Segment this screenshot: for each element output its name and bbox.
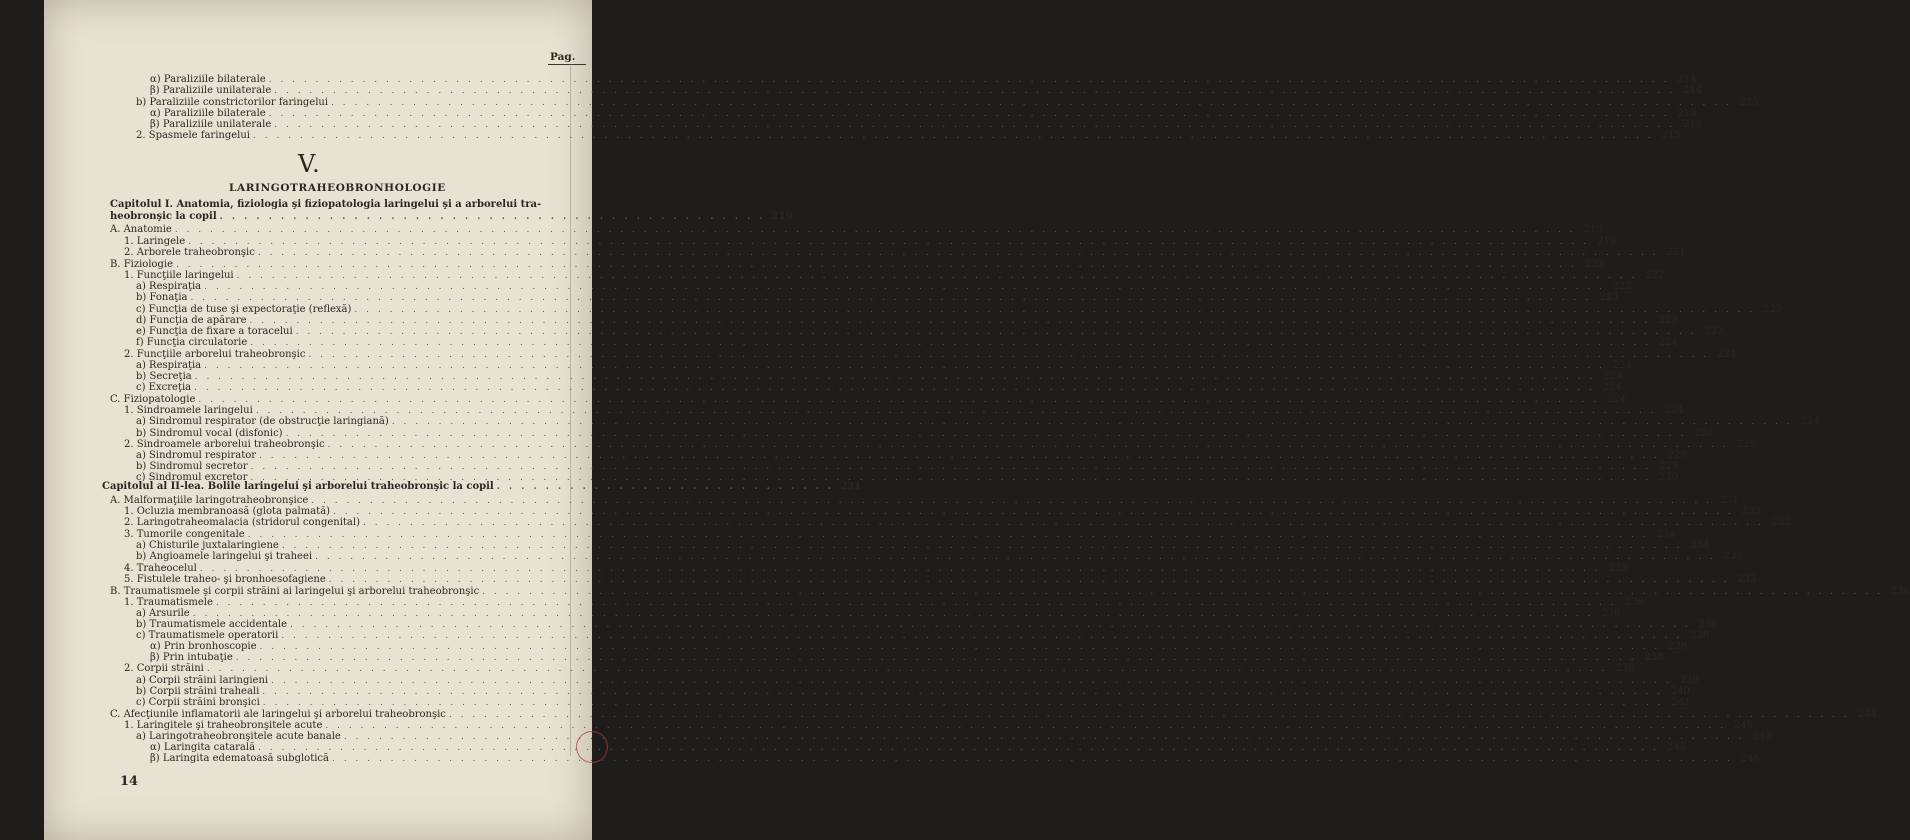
toc-entry-title: 1. Ocluzia membranoasă (glota palmată) xyxy=(124,506,331,517)
toc-entry-title: c) Funcţia de tuse şi expectoraţie (reflexă) xyxy=(136,304,352,315)
toc-entry-page: 223 xyxy=(1704,326,1724,337)
toc-entry-page: 222 xyxy=(1612,281,1632,292)
leader-dots: . . . . . . . . . . . . . . . . . . . . . . . . . . . . . . . . . . . . . . . . . . . . . . . . . . . . . . . . . . . . . . . . . . . . . . . . . . . . . . . . . . . . . . . . . . . . . . . . . . . . . . . . . . . . . . . . . . . . . . . . xyxy=(255,406,1657,416)
toc-entry-page: 238 xyxy=(1615,663,1635,674)
chapter-1-title-line2 xyxy=(110,211,793,222)
toc-entry-page: 228 xyxy=(1694,428,1714,439)
toc-entry-page: 221 xyxy=(1666,247,1686,258)
toc-entry xyxy=(150,641,1688,652)
toc-entry xyxy=(124,529,1676,540)
leader-dots: . . . . . . . . . . . . . . . . . . . . . . . . . . . . . . . . . . . . . . . . . . . . . . . . . . . . . . . . . . . . . . . . . . . . . . . . . . . . . . . . . . . . . . . . . . . . . . . . . . . . . . . . . . . . . . . . . . . . . . . . xyxy=(363,518,1764,528)
toc-entry-title: 2. Laringotraheomalacia (stridorul congenital) xyxy=(124,517,360,528)
chapter-1-title-text: heobronşic la copil xyxy=(110,211,217,222)
toc-entry-title: α) Paraliziile bilaterale xyxy=(150,74,266,85)
toc-entry xyxy=(136,315,1678,326)
chapter-2-page: 231 xyxy=(840,481,862,492)
toc-entry-page: 224 xyxy=(1602,382,1622,393)
toc-entry-page: 238 xyxy=(1668,641,1688,652)
leader-dots: . . . . . . . . . . . . . . . . . . . . . . . . . . . . . . . . . . . . . . . . . . . . . . . . . . . . . . . . . . . . . . . . . . . . . . . . . . . . . . . . . . . . . . . . . . . . . . . . . . . . . . . . . . . . . . . . . . . . . . . . xyxy=(174,225,1576,235)
leader-dots: . . . . . . . . . . . . . . . . . . . . . . . . . . . . . . . . . . . . . . . . . . . . . . . . . . . . . . . . . . . . . . . . . . . . . . . . . . . . . . . . . . . . . . . . . . . . . . . . . . . . . . . . . . . . . . . . . . . . . . . . xyxy=(247,530,1649,540)
toc-entry-title: B. Fiziologie xyxy=(110,259,174,270)
toc-entry xyxy=(124,517,1791,528)
toc-entry-title: 1. Laringitele şi traheobronşitele acute xyxy=(124,720,323,731)
leader-dots: . . . . . . . . . . . . . . . . . . . . . . . . . . . . . . . . . . . . . . . . . . . . . . . . . . . . . . . . . . . . . . . . . . . . . . . . . . . . . . . . . . . . . . . . . . . . . . . . . . . . . . . . . . . . . . . . . . . . . . . . xyxy=(257,248,1659,258)
toc-entry xyxy=(124,597,1644,608)
chapter-2-title-text: Capitolul al II-lea. Bolile laringelui şi arborelui traheobronşic la copil xyxy=(102,481,494,492)
page-footer-number: 14 xyxy=(120,774,139,789)
toc-entry-page: 229 xyxy=(1659,461,1679,472)
toc-entry-page: 224 xyxy=(1717,349,1737,360)
leader-dots: . . . . . . . . . . . . . . . . . . . . . . . . . . . . . . . . . . . . . . . . . . . . . . . . . . . . . . . . . . . . . . . . . . . . . . . . . . . . . . . . . . . . . . . . . . . . . . . . . . . . . . . . . . . . . . . . . . . . . . . . xyxy=(281,631,1683,641)
toc-entry xyxy=(124,574,1757,585)
toc-entry-page: 224 xyxy=(1800,416,1820,427)
toc-entry-title: a) Sindromul respirator xyxy=(136,450,257,461)
toc-entry xyxy=(124,720,1754,731)
toc-entry-title: α) Laringita catarală xyxy=(150,742,256,753)
leader-dots: . . . . . . . . . . . . . . . . . . . . . . . . . . . . . . . . . . . . . . . . . . . . . . . . . . . . . . . . . . . . . . . . . . . . . . . . . . . . . . . . . . . . . . . . . . . . . . . . . . . . . . . . . . . . . . . . . . . . . . . . xyxy=(250,462,1652,472)
leader-dots: . . . . . . . . . . . . . . . . . . . . . . . . . . . . . . . . . . . . . . . . . . . . . . . . . . . . . . . . . . . . . . . . . . . . . . . . . . . . . . . . . . . . . . . . . . . . . . . . . . . . . . . . . . . . . . . . . . . . . . . . xyxy=(268,109,1670,119)
toc-entry-title: 2. Arborele traheobronşic xyxy=(124,247,255,258)
leader-dots: . . . . . . . . . . . . . . . . . . . . . . . . . . . . . . . . . . . . . . . . . . . . . . . . . . . . . . . . . . . . . . . . . . . . . . . . . . . . . . . . . . . . . . . . . . . . . . . . . . . . . . . . . . . . . . . . . . . . . . . . xyxy=(315,552,1716,562)
toc-entry-title: 2. Sindroamele arborelui traheobronşic xyxy=(124,439,325,450)
toc-entry xyxy=(136,461,1679,472)
toc-entry xyxy=(136,630,1710,641)
leader-dots: . . . . . . . . . . . . . . . . . . . . . . . . . . . . . . . . . . . . . . . . . . . . . . . . . . . . . . . . . . . . . . . . . . . . . . . . . . . . . . . . . . . . . . . . . . . . . . . . . . . . . . . . . . . . . . . . . . . . . . . . xyxy=(250,473,1652,483)
toc-entry-page: 224 xyxy=(1612,360,1632,371)
toc-entry xyxy=(124,405,1684,416)
leader-dots: . . . . . . . . . . . . . . . . . . . . . . . . . . . . . . . . . . . . . . . . . . . . . . . . . . . . . . . . . . . . . . . . . . . . . . . . . . . . . . . . . . . . . . . . . . . . . . . . . . . . . . . . . . . . . . . . . . . . . . . . xyxy=(198,395,1600,405)
leader-dots: . . . . . . . . . . . . . . . . . . . . . . . . . . . . . . . . . . . . . . . . . . . . . . . . . . . . . . . . . . . . . . . . . . . . . . . . . . . . . . . . . . . . . . . . . . . . . . . . . . . . . . . . . . . . . . . . . . . . . . . . xyxy=(194,372,1596,382)
leader-dots: . . . . . . . . . . . . . . . . . . . . . . . . . . . . . . . . . . . . . . . . . . . . . . . . . . . . . . . . . . . . . . . . . . . . . . . . . . . . . . . . . . . . . . . . . . . . . . . . . . . . . . . . . . . . . . . . . . . . . . . . xyxy=(190,293,1592,303)
leader-dots: . . . . . . . . . . . . . . . . . . . . . . . . . . . . . . . . . . . . . . . . . . . . . . . . . . . . . . . . . . . . . . . . . . . . . . . . . . . . . . . . . . . . . . . . . . . . . . . . . . . . . . . . . . . . . . . . . . . . . . . . xyxy=(331,754,1733,764)
leader-dots: . . . . . . . . . . . . . . . . . . . . . . . . . . . . . . . . . . . . . . . . . . . . . . . . . . . . . . . . . . . . . . . . . . . . . . . . . . . . . . . . . . . . . . . . . . . . . . . . . . . . . . . . . . . . . . . . . . . . . . . . xyxy=(281,541,1683,551)
toc-entry-title: β) Paraliziile unilaterale xyxy=(150,119,272,130)
toc-entry-page: 215 xyxy=(1739,97,1759,108)
toc-entry-page: 222 xyxy=(1645,270,1665,281)
leader-dots: . . . . . . . . . . . . . . . . . . . . . . . . . . . . . . . . . . . . . . . . . . . . . . . . . . . . . . . . . . . . . . . . . . . . . . . . . . . . . . . . . . . . . . . . . . . . . . . . . . . . . . . . . . . . . . . . . . . . . . . . xyxy=(206,664,1608,674)
toc-entry-title: 2. Corpii străini xyxy=(124,663,204,674)
toc-entry-page: 234 xyxy=(1656,529,1676,540)
toc-entry-title: β) Laringita edematoasă subglotică xyxy=(150,753,329,764)
toc-entry-page: 214 xyxy=(1682,85,1702,96)
toc-entry xyxy=(124,663,1635,674)
leader-dots: . . . . . . . . . . . . . . . . . . . . . . . . . . . . . . . . . . . . . . . . . . . . . . . . . . . . . . . . . . . . . . . . . . . . . . . . . . . . . . . . . . . . . . . . . . . . . . . . . . . . . . . . . . . . . . . . . . . . . . . . xyxy=(188,237,1589,247)
leader-dots: . . . . . . . . . . . . . . . . . . . . . . . . . . . . . . . . . . . . . . . . . . . . . xyxy=(219,212,766,222)
toc-entry-page: 224 xyxy=(1607,394,1627,405)
toc-entry xyxy=(136,686,1691,697)
toc-entry xyxy=(150,119,1702,130)
toc-entry-page: 229 xyxy=(1667,450,1687,461)
toc-entry xyxy=(124,506,1761,517)
toc-entry-page: 239 xyxy=(1679,675,1699,686)
toc-entry xyxy=(136,472,1679,483)
toc-entry-title: b) Secreţia xyxy=(136,371,192,382)
toc-entry-page: 230 xyxy=(1659,472,1679,483)
toc-entry-page: 215 xyxy=(1677,108,1697,119)
toc-entry xyxy=(136,428,1714,439)
book-page xyxy=(44,0,1910,840)
toc-entry-page: 236 xyxy=(1698,619,1718,630)
leader-dots: . . . . . . . . . . . . . . . . . . . . . . . . . . . . . . . . . . . . . . . . . . . . . . . . . . . . . . . . . . . . . . . . . . . . . . . . . . . . . . . . . . . . . . . . . . . . . . . . . . . . . . . . . . . . . . . . . . . . . . . . xyxy=(194,383,1595,393)
toc-entry-title: b) Paraliziile constrictorilor faringelui xyxy=(136,97,329,108)
leader-dots: . . . . . . . . . . . . . . . . . . . . . . . . . . . . . . . . . . . . . . . . . . . . . . . . . . . . . . . . . . . . . . . . . . . . . . . . . . . . . . . . . . . . . . . . . . . . . . . . . . . . . . . . . . . . . . . . . . . . . . . . xyxy=(259,451,1660,461)
toc-entry-page: 235 xyxy=(1608,563,1628,574)
toc-entry xyxy=(136,697,1691,708)
toc-entry xyxy=(136,304,1783,315)
toc-entry xyxy=(136,608,1621,619)
toc-entry-page: 229 xyxy=(1736,439,1756,450)
toc-entry xyxy=(150,652,1664,663)
toc-entry-page: 215 xyxy=(1682,119,1702,130)
leader-dots: . . . . . . . . . . . . . . . . . . . . . . . . . . . . . . . . . . . . . . . . . . . . . . . . . . . . . . . . . . . . . . . . . . . . . . . . . . . . . . . . . . . . . . . . . . . . . . . . . . . . . . . . . . . . . . . . . . . . . . . . xyxy=(311,496,1713,506)
toc-entry-title: b) Angioamele laringelui şi traheei xyxy=(136,551,313,562)
toc-entry xyxy=(110,394,1627,405)
toc-entry-title: α) Prin bronhoscopie xyxy=(150,641,257,652)
toc-entry xyxy=(136,731,1772,742)
toc-entry-title: b) Traumatismele accidentale xyxy=(136,619,288,630)
leader-dots: . . . . . . . . . . . . . . . . . . . . . . . . . . . . . . . . . . . . . . . . . . . . . . . . . . . . . . . . . . . . . . . . . . . . . . . . . . . . . . . . . . . . . . . . . . . . . . . . . . . . . . . . . . . . . . . . . . . . . . . . xyxy=(268,75,1670,85)
toc-entry-title: c) Corpii străini bronşici xyxy=(136,697,260,708)
leader-dots: . . . . . . . . . . . . . . . . . . . . . . . . . . . . . . . . . . . . . . . . . . . . . . . . . . . . . . . . . . . . . . . . . . . . . . . . . . . . . . . . . . . . . . . . . . . . . . . . . . . . . . . . . . . . . . . . . . . . . . . . xyxy=(285,429,1687,439)
toc-entry-page: 245 xyxy=(1734,720,1754,731)
toc-entry-page: 236 xyxy=(1890,586,1910,597)
toc-entry-title: 1. Traumatismele xyxy=(124,597,213,608)
leader-dots: . . . . . . . . . . . . . . . . . . . . . . . . . . . . . . . . . . . . . . . . . . . . . . . . . . . . . . . . . . . . . . . . . . . . . . . . . . . . . . . . . . . . . . . . . . . . . . . . . . . . . . . . . . . . . . . . . . . . . . . . xyxy=(215,598,1617,608)
leader-dots: . . . . . . . . . . . . . . . . . . . . . . . . . . . . . . . . . . . . . . . . . . . . . . . . . . . . . . . . . . . . . . . . . . . . . . . . . . . . . . . . . . . . . . . . . . . . . . . . . . . . . . . . . . . . . . . . . . . . . . . . xyxy=(253,131,1654,141)
toc-entry-page: 214 xyxy=(1677,74,1697,85)
toc-entry xyxy=(150,753,1760,764)
toc-entry xyxy=(136,337,1679,348)
toc-entry-title: a) Laringotraheobronşitele acute banale xyxy=(136,731,341,742)
toc-entry xyxy=(136,416,1820,427)
toc-entry-title: a) Chisturile juxtalaringiene xyxy=(136,540,279,551)
toc-entry-title: A. Anatomie xyxy=(110,224,172,235)
toc-entry-title: 4. Traheocelul xyxy=(124,563,197,574)
toc-entry-title: a) Respiraţia xyxy=(136,360,202,371)
leader-dots: . . . . . . . . . . . . . . . . . . . . . . . . . . . . . . . . . . . . . . . . . . . . . . . . . . . . . . . . . . . . . . . . . . . . . . . . . . . . . . . . . . . . . . . . . . . . . . . . . . . . . . . . . . . . . . . . . . . . . . . . xyxy=(236,271,1638,281)
leader-dots: . . . . . . . . . . . . . . . . . . . . . . . . . . . . . . . . . . . . . . . . . . . . . . . . . . . . . . . . . . . . . . . . . . . . . . . . . . . . . . . . . . . . . . . . . . . . . . . . . . . . . . . . . . . . . . . . . . . . . . . . xyxy=(325,721,1727,731)
toc-entry xyxy=(124,563,1628,574)
leader-dots: . . . . . . . . . . . . . . . . . . . . . . . . . . . . . . . . . . . . . . . . . . . . . . . . . . . . . . . . . . . . . . . . . . . . . . . . . . . . . . . . . . . . . . . . . . . . . . . . . . . . . . . . . . . . . . . . . . . . . . . . xyxy=(258,743,1659,753)
toc-entry-page: 219 xyxy=(1596,236,1616,247)
toc-entry-page: 246 xyxy=(1740,753,1760,764)
toc-entry-title: c) Sindromul excretor xyxy=(136,472,248,483)
toc-entry-page: 238 xyxy=(1689,630,1710,641)
toc-entry-page: 235 xyxy=(1737,574,1757,585)
toc-entry xyxy=(150,85,1702,96)
toc-entry xyxy=(150,108,1697,119)
leader-dots: . . . . . . . . . . . . . . . . . . . . . . . . . . . . . . . . . . . . . . . . . . . . . . . . . . . . . . . . . . . . . . . . . . . . . . . . . . . . . . . . . . . . . . . . . . . . . . . . . . . . . . . . . . . . . . . . . . . . . . . . xyxy=(343,732,1745,742)
leader-dots: . . . . . . . . . . . . . . . . . . . . . . . . . . . . . . . . . . . . . . . . . . . . . . . . . . . . . . . . . . . . . . . . . . . . . . . . . . . . . . . . . . . . . . . . . . . . . . . . . . . . . . . . . . . . . . . . . . . . . . . . xyxy=(262,687,1664,697)
toc-entry-title: b) Fonaţia xyxy=(136,292,188,303)
toc-entry xyxy=(136,619,1718,630)
leader-dots: . . . . . . . . . . . . . . . . . . . . . . . . . . . . . . . . . . . . . . . . . . . . . . . . . . . . . . . . . . . . . . . . . . . . . . . . . . . . . . . . . . . . . . . . . . . . . . . . . . . . . . . . . . . . . . . . . . . . . . . . xyxy=(333,507,1734,517)
toc-entry xyxy=(136,97,1759,108)
toc-entry xyxy=(136,371,1623,382)
leader-dots: . . . . . . . . . . . . . . . . . . . . . . . . . . . . . . . . . . . . . . . . . . . . . . . . . . . . . . . . . . . . . . . . . . . . . . . . . . . . . . . . . . . . . . . . . . . . . . . . . . . . . . . . . . . . . . . . . . . . . . . . xyxy=(271,676,1672,686)
toc-entry-page: 224 xyxy=(1664,405,1684,416)
toc-entry-page: 236 xyxy=(1601,608,1621,619)
toc-entry xyxy=(136,450,1687,461)
leader-dots: . . . . . . . . . . . . . . . . . . . . . . . . . . . . . . . . . . . . . . . . . . . . . . . . . . . . . . . . . . . . . . . . . . . . . . . . . . . . . . . . . . . . . . . . . . . . . . . . . . . . . . . . . . . . . . . . . . . . . . . . xyxy=(199,564,1601,574)
toc-entry-title: 5. Fistulele traheo- şi bronhoesofagiene xyxy=(124,574,326,585)
toc-entry xyxy=(110,709,1877,720)
toc-entry-title: C. Fiziopatologie xyxy=(110,394,196,405)
toc-entry-title: f) Funcţia circulatorie xyxy=(136,337,248,348)
leader-dots: . . . . . . . . . . . . . . . . . . . . . . . . . . . . . . . . . . . . . . . . . . . . . . . . . . . . . . . . . . . . . . . . . . . . . . . . . . . . . . . . . . . . . . . . . . . . . . . . . . . . . . . . . . . . . . . . . . . . . . . . xyxy=(274,120,1675,130)
toc-entry xyxy=(136,551,1743,562)
toc-entry-page: 231 xyxy=(1719,495,1740,506)
toc-entry-page: 241 xyxy=(1671,697,1691,708)
leader-dots: . . . . . . . . . . . . . . . . . . . . . . . . . . . . . . . . . . . . . . . . . . . . . . . . . . . . . . . . . . . . . . . . . . . . . . . . . . . . . . . . . . . . . . . . . . . . . . . . . . . . . . . . . . . . . . . . . . . . . . . . xyxy=(250,338,1652,348)
leader-dots: . . . . . . . . . . . . . . . . . . . . . . . . . . . . . . . . . . . . . . . . . . . . . . . . . . . . . . . . . . . . . . . . . . . . . . . . . . . . . . . . . . . . . . . . . . . . . . . . . . . . . . . . . . . . . . . . . . . . . . . . xyxy=(235,653,1637,663)
toc-entry-page: 244 xyxy=(1857,709,1877,720)
leader-dots: . . . . . . . . . . . . . . . . . . . . . . . . . . . . . . . . . . . . . . . . . . . . . . . . . . . . . . . . . . . . . . . . . . . . . . . . . . . . . . . . . . . . . . . . . . . . . . . . . . . . . . . . . . . . . . . . . . . . . . . . xyxy=(176,260,1577,270)
toc-entry xyxy=(150,742,1686,753)
leader-dots: . . . . . . . . . . . . . . . . . . . . . . . . . . . . . . . . . . . . . . . . . . . . . . . . . . . . . . . . . . . . . . . . . . . . . . . . . . . . . . . . . . . . . . . . . . . . . . . . . . . . . . . . . . . . . . . . . . . . . . . . xyxy=(295,327,1697,337)
toc-entry-title: a) Sindromul respirator (de obstrucţie laringiană) xyxy=(136,416,389,427)
toc-entry-page: 238 xyxy=(1644,652,1664,663)
toc-entry xyxy=(124,439,1756,450)
toc-entry xyxy=(136,292,1619,303)
toc-entry-page: 245 xyxy=(1752,731,1772,742)
section-title: LARINGOTRAHEOBRONHOLOGIE xyxy=(229,182,446,194)
leader-dots: . . . . . . . . . . . . . . . . . . . . . . . . . . . . . . . . . . . . . . . . . . . . . . . . . . . . . . . . . . . . . . . . . . . . . . . . . . . . . . . . . . . . . . . . . . . . . . . . . . . . . . . . . . . . . . . . . . . . . . . . xyxy=(448,710,1850,720)
leader-dots: . . . . . . . . . . . . . . . . . . . . . . . . . . . . . . . . . . . . . . . . . . . . . . . . . . . . . . . . . . . . . . . . . . . . . . . . . . . . . . . . . . . . . . . . . . . . . . . . . . . . . . . . . . . . . . . . . . . . . . . . xyxy=(204,361,1605,371)
leader-dots: . . . . . . . . . . . . . . . . . . . . . . . . . . . . . . . . . . . . . . . . . . . . . . . . . . . . . . . . . . . . . . . . . . . . . . . . . . . . . . . . . . . . . . . . . . . . . . . . . . . . . . . . . . . . . . . . . . . . . . . . xyxy=(331,98,1732,108)
toc-entry-title: 1. Laringele xyxy=(124,236,186,247)
leader-dots: . . . . . . . . . . . . . . . . . . . . . . . . . . . . . . . . . . . . . . . . . . . . . . . . . . . . . . . . . . . . . . . . . . . . . . . . . . . . . . . . . . . . . . . . . . . . . . . . . . . . . . . . . . . . . . . . . . . . . . . . xyxy=(290,620,1691,630)
chapter-1-page: 219 xyxy=(771,211,793,222)
toc-entry xyxy=(124,270,1665,281)
leader-dots: . . . . . . . . . . . . . . . . . . . . . . . . . . . . . . . . . . . . . . . . . . . . . . . . . . . . . . . . . . . . . . . . . . . . . . . . . . . . . . . . . . . . . . . . . . . . . . . . . . . . . . . . . . . . . . . . . . . . . . . . xyxy=(204,282,1605,292)
toc-entry-title: C. Afecţiunile inflamatorii ale laringelui şi arborelui traheobronşic xyxy=(110,709,446,720)
leader-dots: . . . . . . . . . . . . . . . . . . . . . . . . . . . . . . . . . . . . . . . . . . . . . . . . . . . . . . . . . . . . . . . . . . . . . . . . . . . . . . . . . . . . . . . . . . . . . . . . . . . . . . . . . . . . . . . . . . . . . . . . xyxy=(192,609,1594,619)
toc-entry xyxy=(136,326,1724,337)
toc-entry-title: a) Corpii străini laringieni xyxy=(136,675,269,686)
toc-entry xyxy=(136,130,1681,141)
toc-entry xyxy=(136,540,1710,551)
page-column-header: Pag. xyxy=(550,51,576,63)
toc-entry-page: 245 xyxy=(1666,742,1686,753)
toc-entry xyxy=(110,259,1604,270)
toc-entry-page: 215 xyxy=(1661,130,1681,141)
toc-entry xyxy=(136,360,1632,371)
toc-entry-title: b) Sindromul secretor xyxy=(136,461,248,472)
toc-entry-page: 240 xyxy=(1670,686,1691,697)
toc-entry xyxy=(124,247,1686,258)
leader-dots: . . . . . . . . . . . . . . . . . . . . . . . . . . . . . . . . . . . . . . . . . . . . . . . . . . . . . . . . . . . . . . . . . . . . . . . . . . . . . . . . . . . . . . . . . . . . . . . . . . . . . . . . . . . . . . . . . . . . . . . . xyxy=(328,575,1730,585)
section-number: V. xyxy=(298,150,321,178)
toc-entry xyxy=(136,281,1632,292)
toc-entry-title: e) Funcţia de fixare a toracelui xyxy=(136,326,293,337)
toc-entry xyxy=(110,224,1603,235)
toc-entry-page: 224 xyxy=(1603,371,1623,382)
toc-entry-title: 1. Sindroamele laringelui xyxy=(124,405,253,416)
leader-dots: . . . . . . . . . . . . . . . . . . . . . . . . . . . . . . . . . . . . . . . . . . . . . . . . . . . . . . . . . . . . . . . . . . . . . . . . . . . . . . . . . . . . . . . . . . . . . . . . . . . . . . . . . . . . . . . . . . . . . . . . xyxy=(482,587,1883,597)
leader-dots: . . . . . . . . . . . . . . . . . . . . . . . . . . . . . . . . . . . . . . . . . . . . . . . . . . . . . . . . . . . . . . . . . . . . . . . . . . . . . . . . . . . . . . . . . . . . . . . . . . . . . . . . . . . . . . . . . . . . . . . . xyxy=(354,305,1756,315)
leader-dots: . . . . . . . . . . . . . . . . . . . . . . . . . . . . xyxy=(496,482,835,492)
toc-entry-page: 219 xyxy=(1583,224,1603,235)
leader-dots: . . . . . . . . . . . . . . . . . . . . . . . . . . . . . . . . . . . . . . . . . . . . . . . . . . . . . . . . . . . . . . . . . . . . . . . . . . . . . . . . . . . . . . . . . . . . . . . . . . . . . . . . . . . . . . . . . . . . . . . . xyxy=(262,698,1664,708)
toc-entry-title: α) Paraliziile bilaterale xyxy=(150,108,266,119)
toc-entry xyxy=(150,74,1697,85)
toc-entry-title: b) Corpii străini traheali xyxy=(136,686,260,697)
toc-entry-title: 1. Funcţiile laringelui xyxy=(124,270,234,281)
toc-entry xyxy=(124,236,1616,247)
toc-entry-title: 2. Funcţiile arborelui traheobronşic xyxy=(124,349,306,360)
toc-entry-title: b) Sindromul vocal (disfonic) xyxy=(136,428,283,439)
toc-entry-page: 236 xyxy=(1624,597,1644,608)
toc-entry xyxy=(110,586,1910,597)
leader-dots: . . . . . . . . . . . . . . . . . . . . . . . . . . . . . . . . . . . . . . . . . . . . . . . . . . . . . . . . . . . . . . . . . . . . . . . . . . . . . . . . . . . . . . . . . . . . . . . . . . . . . . . . . . . . . . . . . . . . . . . . xyxy=(274,86,1675,96)
toc-entry-title: c) Excreţia xyxy=(136,382,192,393)
toc-entry xyxy=(136,675,1699,686)
leader-dots: . . . . . . . . . . . . . . . . . . . . . . . . . . . . . . . . . . . . . . . . . . . . . . . . . . . . . . . . . . . . . . . . . . . . . . . . . . . . . . . . . . . . . . . . . . . . . . . . . . . . . . . . . . . . . . . . . . . . . . . . xyxy=(327,440,1729,450)
toc-entry-page: 223 xyxy=(1763,304,1783,315)
toc-entry-page: 223 xyxy=(1599,292,1619,303)
leader-dots: . . . . . . . . . . . . . . . . . . . . . . . . . . . . . . . . . . . . . . . . . . . . . . . . . . . . . . . . . . . . . . . . . . . . . . . . . . . . . . . . . . . . . . . . . . . . . . . . . . . . . . . . . . . . . . . . . . . . . . . . xyxy=(259,642,1661,652)
toc-entry-page: 223 xyxy=(1658,315,1678,326)
toc-entry-page: 232 xyxy=(1741,506,1761,517)
toc-entry-page: 224 xyxy=(1658,337,1679,348)
header-rule xyxy=(548,64,586,65)
toc-entry xyxy=(124,349,1737,360)
toc-entry-title: a) Respiraţia xyxy=(136,281,202,292)
toc-entry-title: a) Arsurile xyxy=(136,608,190,619)
leader-dots: . . . . . . . . . . . . . . . . . . . . . . . . . . . . . . . . . . . . . . . . . . . . . . . . . . . . . . . . . . . . . . . . . . . . . . . . . . . . . . . . . . . . . . . . . . . . . . . . . . . . . . . . . . . . . . . . . . . . . . . . xyxy=(308,350,1710,360)
toc-entry-title: β) Prin intubaţie xyxy=(150,652,233,663)
toc-entry-title: B. Traumatismele şi corpii străini ai laringelui şi arborelui traheobronşic xyxy=(110,586,480,597)
toc-entry-title: 3. Tumorile congenitale xyxy=(124,529,245,540)
toc-entry-title: β) Paraliziile unilaterale xyxy=(150,85,272,96)
toc-entry xyxy=(136,382,1622,393)
toc-entry-title: c) Traumatismele operatorii xyxy=(136,630,279,641)
chapter-1-title-line1: Capitolul I. Anatomia, fiziologia şi fiziopatologia laringelui şi a arborelui tra- xyxy=(110,199,542,210)
leader-dots: . . . . . . . . . . . . . . . . . . . . . . . . . . . . . . . . . . . . . . . . . . . . . . . . . . . . . . . . . . . . . . . . . . . . . . . . . . . . . . . . . . . . . . . . . . . . . . . . . . . . . . . . . . . . . . . . . . . . . . . . xyxy=(249,316,1651,326)
toc-entry-page: 235 xyxy=(1723,551,1743,562)
toc-entry-title: d) Funcţia de apărare xyxy=(136,315,247,326)
pen-circle-mark xyxy=(576,731,608,763)
toc-entry-page: 232 xyxy=(1771,517,1791,528)
toc-entry-title: 2. Spasmele faringelui xyxy=(136,130,250,141)
toc-entry xyxy=(110,495,1740,506)
toc-entry-page: 234 xyxy=(1690,540,1710,551)
leader-dots: . . . . . . . . . . . . . . . . . . . . . . . . . . . . . . . . . . . . . . . . . . . . . . . . . . . . . . . . . . . . . . . . . . . . . . . . . . . . . . . . . . . . . . . . . . . . . . . . . . . . . . . . . . . . . . . . . . . . . . . . xyxy=(391,417,1793,427)
toc-entry-title: A. Malformaţiile laringotraheobronşice xyxy=(110,495,309,506)
toc-entry-page: 222 xyxy=(1584,259,1604,270)
